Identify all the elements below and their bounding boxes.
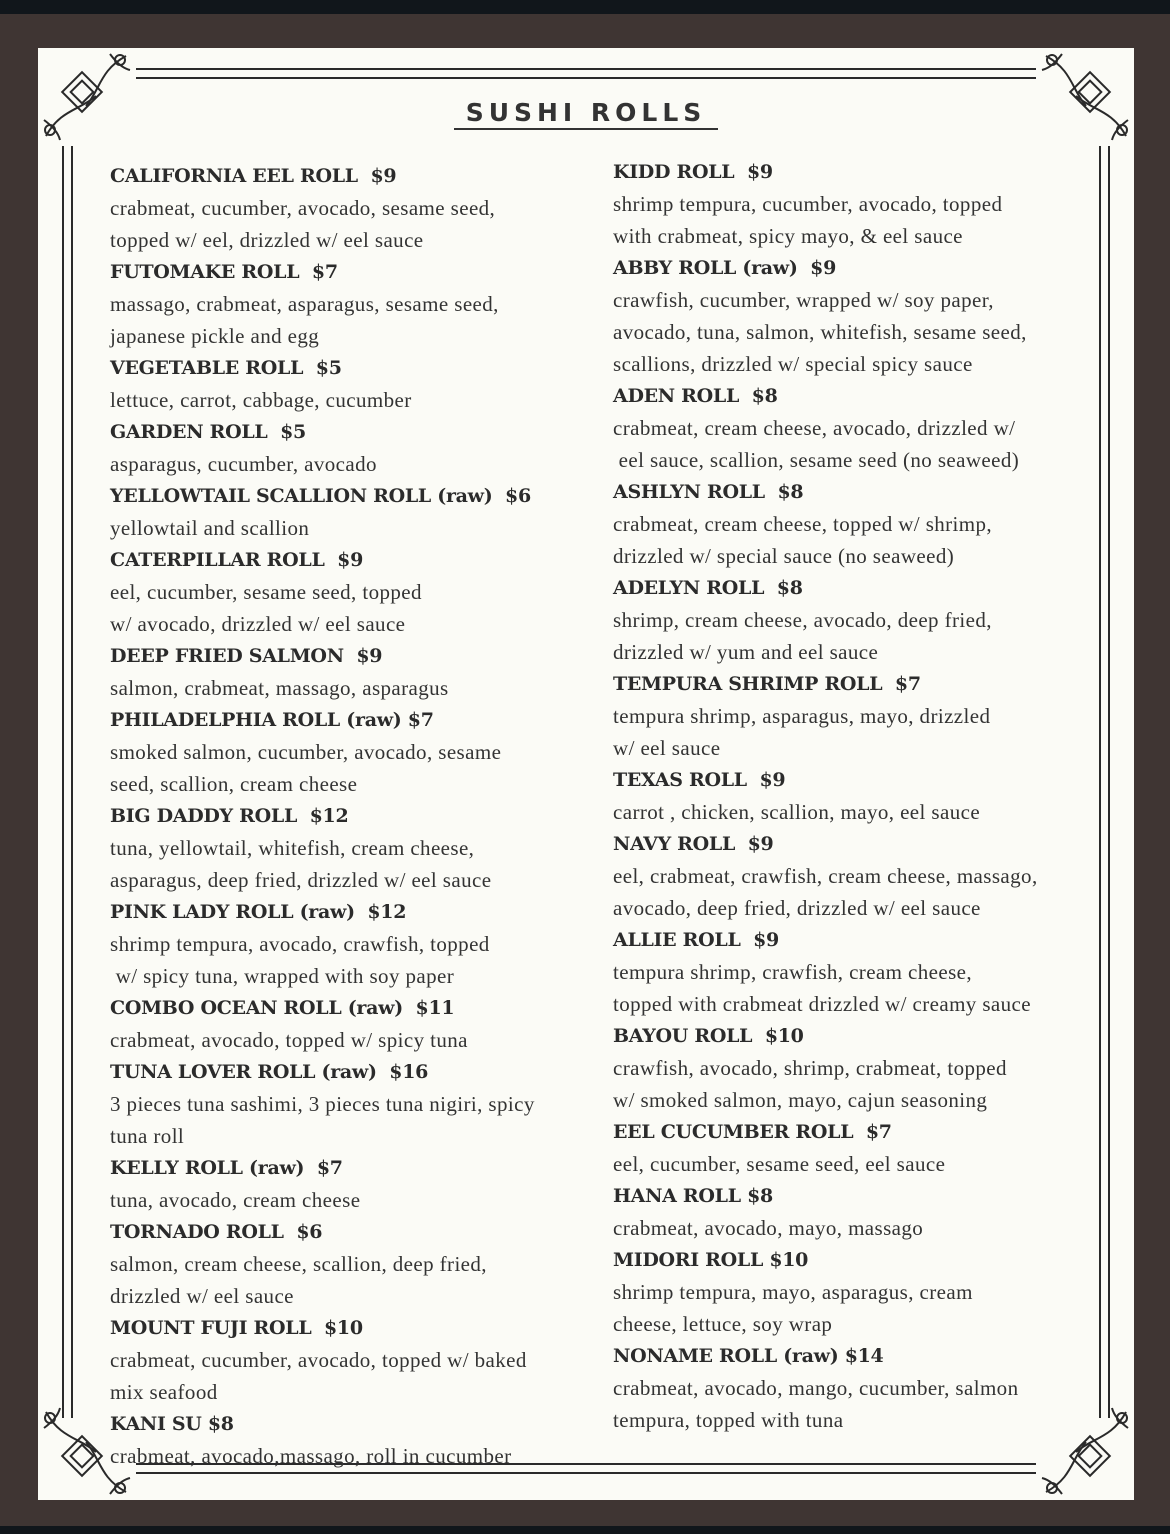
menu-item [110, 1216, 580, 1312]
menu-item-name: EEL CUCUMBER ROLL $7 [613, 1121, 892, 1143]
menu-item-description: shrimp tempura, cucumber, avocado, topped [613, 192, 1003, 216]
menu-item-name: TORNADO ROLL $6 [110, 1221, 323, 1243]
menu-item [613, 764, 1098, 828]
menu-item [613, 252, 1098, 380]
menu-item-description: crabmeat, avocado, mayo, massago [613, 1216, 924, 1240]
menu-item-description: topped w/ eel, drizzled w/ eel sauce [110, 228, 424, 252]
menu-item-name: FUTOMAKE ROLL $7 [110, 261, 338, 283]
left-rule-inner [71, 146, 73, 1418]
menu-item-name: ALLIE ROLL $9 [613, 929, 779, 951]
menu-item [613, 668, 1098, 764]
menu-item-name: MIDORI ROLL $10 [613, 1249, 809, 1271]
top-border-bar [0, 0, 1170, 14]
menu-item-description: tuna, yellowtail, whitefish, cream cheese, [110, 836, 475, 860]
menu-item [110, 896, 580, 992]
right-rule-outer [1108, 146, 1110, 1418]
menu-item [613, 828, 1098, 924]
menu-item-description: crabmeat, cream cheese, topped w/ shrimp, [613, 512, 993, 536]
menu-item-name: CALIFORNIA EEL ROLL $9 [110, 165, 397, 187]
menu-item-description: asparagus, cucumber, avocado [110, 452, 377, 476]
menu-item-description: japanese pickle and egg [110, 324, 320, 348]
menu-item-description: avocado, tuna, salmon, whitefish, sesame seed, [613, 320, 1027, 344]
menu-item [110, 480, 580, 544]
menu-item-description: tempura, topped with tuna [613, 1408, 844, 1432]
menu-item [110, 800, 580, 896]
bottom-border-bar [0, 1526, 1170, 1534]
left-rule-outer [62, 146, 64, 1418]
menu-item [613, 1180, 1098, 1244]
menu-item-description: asparagus, deep fried, drizzled w/ eel sauce [110, 868, 492, 892]
top-rule-outer [136, 68, 1036, 70]
menu-item-name: NAVY ROLL $9 [613, 833, 774, 855]
menu-item-name: MOUNT FUJI ROLL $10 [110, 1317, 363, 1339]
menu-item-name: COMBO OCEAN ROLL (raw) $11 [110, 997, 455, 1019]
menu-item-description: crawfish, cucumber, wrapped w/ soy paper, [613, 288, 994, 312]
menu-item-description: avocado, deep fried, drizzled w/ eel sauce [613, 896, 981, 920]
menu-item-description: crabmeat, avocado,massago, roll in cucumber [110, 1444, 512, 1468]
menu-item-name: CATERPILLAR ROLL $9 [110, 549, 364, 571]
menu-item [110, 160, 580, 256]
menu-item-description: w/ smoked salmon, mayo, cajun seasoning [613, 1088, 988, 1112]
menu-item-description: lettuce, carrot, cabbage, cucumber [110, 388, 412, 412]
menu-item [110, 1408, 580, 1472]
menu-item [110, 704, 580, 800]
menu-item-description: tempura shrimp, crawfish, cream cheese, [613, 960, 973, 984]
menu-item-description: cheese, lettuce, soy wrap [613, 1312, 833, 1336]
menu-item-description: smoked salmon, cucumber, avocado, sesame [110, 740, 502, 764]
menu-item [613, 380, 1098, 476]
menu-item [110, 640, 580, 704]
menu-item [613, 1244, 1098, 1340]
menu-item-name: HANA ROLL $8 [613, 1185, 773, 1207]
menu-item-description: w/ eel sauce [613, 736, 721, 760]
menu-title-wrap [38, 98, 1134, 130]
menu-item-description: salmon, crabmeat, massago, asparagus [110, 676, 449, 700]
menu-item-description: scallions, drizzled w/ special spicy sauce [613, 352, 973, 376]
menu-item-description: w/ avocado, drizzled w/ eel sauce [110, 612, 406, 636]
menu-item-description: drizzled w/ special sauce (no seaweed) [613, 544, 955, 568]
menu-item-name: KANI SU $8 [110, 1413, 234, 1435]
menu-item-name: ADELYN ROLL $8 [613, 577, 803, 599]
menu-item [613, 1116, 1098, 1180]
menu-item [110, 1312, 580, 1408]
menu-item [613, 1340, 1098, 1436]
menu-item-description: tuna, avocado, cream cheese [110, 1188, 361, 1212]
menu-item-description: massago, crabmeat, asparagus, sesame seed, [110, 292, 499, 316]
menu-column-right [613, 156, 1098, 1436]
menu-item-description: w/ spicy tuna, wrapped with soy paper [110, 964, 455, 988]
menu-item-name: ADEN ROLL $8 [613, 385, 778, 407]
menu-item-description: topped with crabmeat drizzled w/ creamy sauce [613, 992, 1031, 1016]
menu-item-description: mix seafood [110, 1380, 218, 1404]
menu-item-description: crawfish, avocado, shrimp, crabmeat, topped [613, 1056, 1007, 1080]
menu-item-name: PHILADELPHIA ROLL (raw) $7 [110, 709, 434, 731]
menu-item [110, 352, 580, 416]
menu-item [613, 572, 1098, 668]
menu-item-description: shrimp, cream cheese, avocado, deep fried, [613, 608, 992, 632]
menu-item-name: TEXAS ROLL $9 [613, 769, 786, 791]
menu-item [110, 1056, 580, 1152]
menu-item [110, 416, 580, 480]
menu-item-description: carrot , chicken, scallion, mayo, eel sauce [613, 800, 981, 824]
menu-item-description: shrimp tempura, avocado, crawfish, topped [110, 932, 490, 956]
menu-item-description: crabmeat, avocado, topped w/ spicy tuna [110, 1028, 468, 1052]
bottom-rule-outer [136, 1472, 1036, 1474]
menu-item-description: drizzled w/ yum and eel sauce [613, 640, 879, 664]
menu-page [38, 48, 1134, 1500]
menu-item-name: TEMPURA SHRIMP ROLL $7 [613, 673, 921, 695]
menu-item [110, 992, 580, 1056]
menu-column-left [110, 160, 580, 1472]
top-rule-inner [136, 77, 1036, 79]
menu-item-name: TUNA LOVER ROLL (raw) $16 [110, 1061, 429, 1083]
menu-item-name: KIDD ROLL $9 [613, 161, 773, 183]
menu-item [613, 924, 1098, 1020]
menu-item-description: tempura shrimp, asparagus, mayo, drizzled [613, 704, 991, 728]
menu-item [613, 156, 1098, 252]
menu-item-name: DEEP FRIED SALMON $9 [110, 645, 383, 667]
menu-item-description: shrimp tempura, mayo, asparagus, cream [613, 1280, 973, 1304]
menu-item-name: ASHLYN ROLL $8 [613, 481, 804, 503]
menu-item-description: tuna roll [110, 1124, 185, 1148]
menu-item-name: KELLY ROLL (raw) $7 [110, 1157, 343, 1179]
menu-item-description: crabmeat, cucumber, avocado, topped w/ baked [110, 1348, 527, 1372]
menu-title: SUSHI ROLLS [454, 98, 719, 130]
menu-item [110, 1152, 580, 1216]
menu-item-description: salmon, cream cheese, scallion, deep fried, [110, 1252, 487, 1276]
menu-item-name: ABBY ROLL (raw) $9 [613, 257, 837, 279]
menu-item-name: BAYOU ROLL $10 [613, 1025, 804, 1047]
menu-item-description: crabmeat, cream cheese, avocado, drizzled w/ [613, 416, 1016, 440]
menu-item-description: seed, scallion, cream cheese [110, 772, 358, 796]
menu-item [613, 476, 1098, 572]
menu-item-description: crabmeat, avocado, mango, cucumber, salmon [613, 1376, 1019, 1400]
menu-item-description: with crabmeat, spicy mayo, & eel sauce [613, 224, 963, 248]
menu-item-description: eel, crabmeat, crawfish, cream cheese, massago, [613, 864, 1038, 888]
menu-item-name: NONAME ROLL (raw) $14 [613, 1345, 884, 1367]
menu-item-description: yellowtail and scallion [110, 516, 310, 540]
menu-item-description: eel, cucumber, sesame seed, topped [110, 580, 422, 604]
menu-item [110, 544, 580, 640]
menu-item-description: 3 pieces tuna sashimi, 3 pieces tuna nigiri, spicy [110, 1092, 535, 1116]
menu-item-description: drizzled w/ eel sauce [110, 1284, 294, 1308]
menu-item-description: crabmeat, cucumber, avocado, sesame seed, [110, 196, 496, 220]
menu-item-description: eel, cucumber, sesame seed, eel sauce [613, 1152, 946, 1176]
menu-item-name: YELLOWTAIL SCALLION ROLL (raw) $6 [110, 485, 531, 507]
right-rule-inner [1099, 146, 1101, 1418]
menu-item-name: PINK LADY ROLL (raw) $12 [110, 901, 407, 923]
menu-item [613, 1020, 1098, 1116]
menu-item-name: VEGETABLE ROLL $5 [110, 357, 342, 379]
menu-item-name: BIG DADDY ROLL $12 [110, 805, 349, 827]
menu-item-description: eel sauce, scallion, sesame seed (no seaweed) [613, 448, 1020, 472]
menu-item-name: GARDEN ROLL $5 [110, 421, 306, 443]
menu-item [110, 256, 580, 352]
